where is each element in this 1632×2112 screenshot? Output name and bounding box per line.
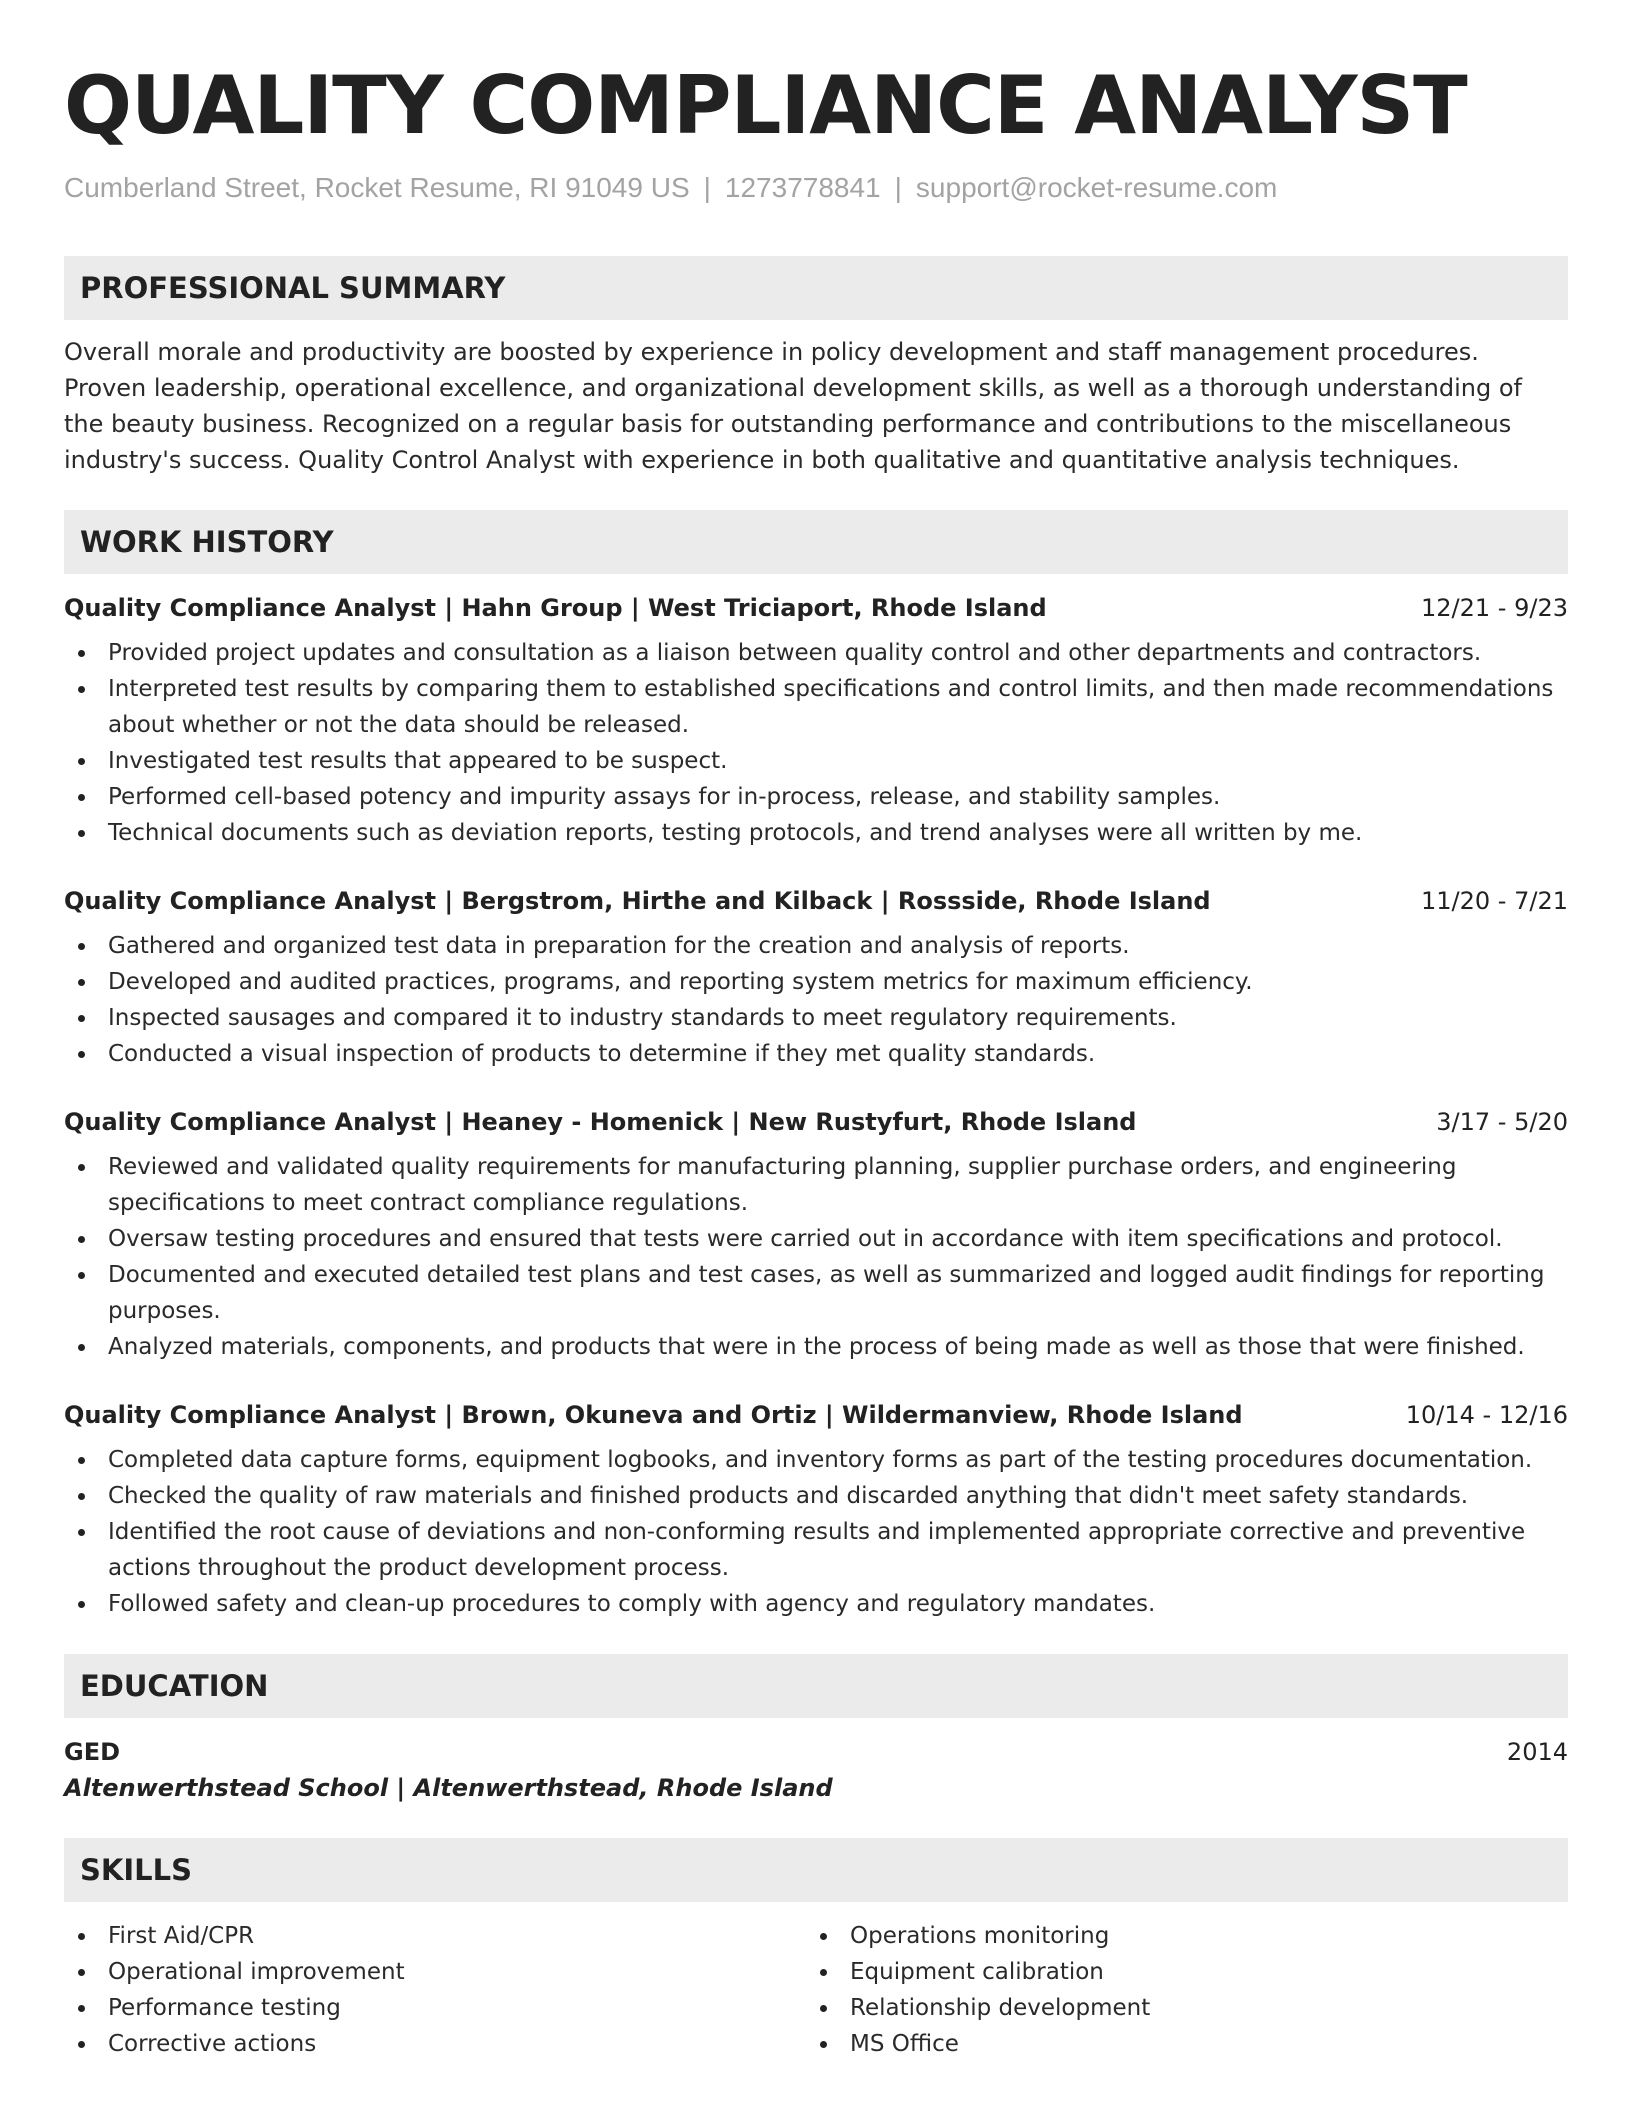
skill-item: [806, 2026, 1548, 2062]
skill-item: [806, 1954, 1548, 1990]
job-bullet: [64, 1257, 1568, 1329]
job-bullet-text: Developed and audited practices, programs, and reporting system metrics for maximum efficiency.: [108, 969, 1253, 995]
bullet-dot-icon: [78, 1457, 85, 1464]
skill-item-text: Operational improvement: [108, 1959, 405, 1985]
job-dates: 3/17 - 5/20: [1436, 1108, 1568, 1136]
bullet-dot-icon: [78, 1015, 85, 1022]
bullet-dot-icon: [820, 2005, 827, 2012]
job-bullet-list: [64, 1442, 1568, 1622]
education-degree: GED: [64, 1738, 121, 1766]
job-entry: [64, 883, 1568, 1072]
bullet-dot-icon: [78, 2041, 85, 2048]
job-bullet: [64, 928, 1568, 964]
bullet-dot-icon: [78, 1236, 85, 1243]
job-bullet: [64, 1586, 1568, 1622]
resume-page: [64, 0, 1568, 2062]
job-bullet-list: [64, 635, 1568, 851]
job-dates: 12/21 - 9/23: [1421, 594, 1568, 622]
bullet-dot-icon: [78, 758, 85, 765]
skill-item: [64, 1918, 806, 1954]
job-title: Quality Compliance Analyst | Hahn Group | West Triciaport, Rhode Island: [64, 594, 1047, 622]
bullet-dot-icon: [78, 1344, 85, 1351]
skill-item: [64, 1990, 806, 2026]
bullet-dot-icon: [820, 2041, 827, 2048]
job-bullet: [64, 1514, 1568, 1586]
job-bullet-text: Analyzed materials, components, and products that were in the process of being made as well as those that were finished.: [108, 1334, 1525, 1360]
job-bullet: [64, 964, 1568, 1000]
skill-item-text: First Aid/CPR: [108, 1923, 255, 1949]
job-bullet: [64, 743, 1568, 779]
education-school: Altenwerthstead School | Altenwerthstead, Rhode Island: [64, 1774, 833, 1802]
job-bullet-list: [64, 928, 1568, 1072]
bullet-dot-icon: [78, 1051, 85, 1058]
job-header: [64, 883, 1568, 919]
education-year: 2014: [1506, 1738, 1568, 1766]
contact-address: Cumberland Street, Rocket Resume, RI 91049 US: [64, 172, 690, 203]
job-bullet-text: Identified the root cause of deviations and non-conforming results and implemented appropriate corrective and preventive actions throughout the product development process.: [108, 1519, 1526, 1581]
job-bullet: [64, 1036, 1568, 1072]
bullet-dot-icon: [78, 2005, 85, 2012]
job-bullet-text: Documented and executed detailed test plans and test cases, as well as summarized and logged audit findings for reporting purposes.: [108, 1262, 1545, 1324]
job-header: [64, 590, 1568, 626]
job-title: Quality Compliance Analyst | Brown, Okuneva and Ortiz | Wildermanview, Rhode Island: [64, 1401, 1243, 1429]
contact-separator: |: [703, 172, 711, 203]
job-title: Quality Compliance Analyst | Bergstrom, Hirthe and Kilback | Rossside, Rhode Island: [64, 887, 1211, 915]
job-bullet: [64, 635, 1568, 671]
section-heading-skills: SKILLS: [64, 1838, 1568, 1902]
skill-item-text: Performance testing: [108, 1995, 341, 2021]
job-bullet-list: [64, 1149, 1568, 1365]
job-bullet-text: Reviewed and validated quality requirements for manufacturing planning, supplier purchase orders, and engineering specifications to meet contract compliance regulations.: [108, 1154, 1457, 1216]
bullet-dot-icon: [78, 1969, 85, 1976]
section-heading-summary: PROFESSIONAL SUMMARY: [64, 256, 1568, 320]
job-bullet-text: Conducted a visual inspection of products to determine if they met quality standards.: [108, 1041, 1096, 1067]
job-bullet: [64, 779, 1568, 815]
job-dates: 10/14 - 12/16: [1405, 1401, 1568, 1429]
job-title: Quality Compliance Analyst | Heaney - Homenick | New Rustyfurt, Rhode Island: [64, 1108, 1137, 1136]
skills-list-left: [64, 1918, 806, 2062]
skill-item-text: Relationship development: [850, 1995, 1151, 2021]
job-bullet-text: Provided project updates and consultation as a liaison between quality control and other departments and contractors.: [108, 640, 1482, 666]
skills-columns: [64, 1918, 1568, 2062]
skill-item: [64, 1954, 806, 1990]
bullet-dot-icon: [78, 650, 85, 657]
job-bullet-text: Interpreted test results by comparing them to established specifications and control limits, and then made recommendations about whether or not the data should be released.: [108, 676, 1554, 738]
skill-item: [806, 1990, 1548, 2026]
bullet-dot-icon: [78, 943, 85, 950]
job-bullet-text: Oversaw testing procedures and ensured that tests were carried out in accordance with item specifications and protocol.: [108, 1226, 1503, 1252]
bullet-dot-icon: [78, 1272, 85, 1279]
job-bullet: [64, 671, 1568, 743]
section-heading-work: WORK HISTORY: [64, 510, 1568, 574]
job-bullet-text: Gathered and organized test data in preparation for the creation and analysis of reports.: [108, 933, 1130, 959]
bullet-dot-icon: [820, 1969, 827, 1976]
contact-separator: |: [894, 172, 902, 203]
job-bullet: [64, 1149, 1568, 1221]
job-bullet: [64, 1329, 1568, 1365]
resume-name: QUALITY COMPLIANCE ANALYST: [64, 59, 1467, 152]
bullet-dot-icon: [78, 686, 85, 693]
job-bullet-text: Investigated test results that appeared to be suspect.: [108, 748, 728, 774]
job-bullet: [64, 815, 1568, 851]
contact-phone: 1273778841: [724, 172, 881, 203]
job-entry: [64, 590, 1568, 851]
job-bullet-text: Performed cell-based potency and impurity assays for in-process, release, and stability samples.: [108, 784, 1221, 810]
job-bullet-text: Inspected sausages and compared it to industry standards to meet regulatory requirements.: [108, 1005, 1177, 1031]
job-dates: 11/20 - 7/21: [1421, 887, 1568, 915]
job-header: [64, 1104, 1568, 1140]
bullet-dot-icon: [78, 1529, 85, 1536]
contact-email: support@rocket-resume.com: [915, 172, 1278, 203]
bullet-dot-icon: [78, 979, 85, 986]
job-bullet: [64, 1442, 1568, 1478]
job-bullet: [64, 1478, 1568, 1514]
skill-item: [64, 2026, 806, 2062]
work-history-list: [64, 590, 1568, 1622]
job-header: [64, 1397, 1568, 1433]
section-heading-education: EDUCATION: [64, 1654, 1568, 1718]
job-bullet-text: Checked the quality of raw materials and finished products and discarded anything that didn't meet safety standards.: [108, 1483, 1469, 1509]
skill-item: [806, 1918, 1548, 1954]
bullet-dot-icon: [820, 1933, 827, 1940]
bullet-dot-icon: [78, 794, 85, 801]
bullet-dot-icon: [78, 1601, 85, 1608]
skill-item-text: Corrective actions: [108, 2031, 317, 2057]
skill-item-text: Operations monitoring: [850, 1923, 1110, 1949]
education-entry: [64, 1734, 1568, 1770]
job-entry: [64, 1104, 1568, 1365]
job-bullet: [64, 1000, 1568, 1036]
job-bullet-text: Technical documents such as deviation reports, testing protocols, and trend analyses were all written by me.: [108, 820, 1363, 846]
skill-item-text: MS Office: [850, 2031, 959, 2057]
skill-item-text: Equipment calibration: [850, 1959, 1104, 1985]
job-entry: [64, 1397, 1568, 1622]
summary-text: Overall morale and productivity are boosted by experience in policy development and staff management procedures. Proven leadership, operational excellence, and organizational development skills, as well as a thorough understanding of the beauty business. Recognized on a regular basis for outstanding performance and contributions to the miscellaneous industry's success. Quality Control Analyst with experience in both qualitative and quantitative analysis techniques.: [64, 338, 1522, 474]
job-bullet-text: Completed data capture forms, equipment logbooks, and inventory forms as part of the testing procedures documentation.: [108, 1447, 1533, 1473]
job-bullet-text: Followed safety and clean-up procedures to comply with agency and regulatory mandates.: [108, 1591, 1156, 1617]
bullet-dot-icon: [78, 830, 85, 837]
bullet-dot-icon: [78, 1164, 85, 1171]
bullet-dot-icon: [78, 1933, 85, 1940]
bullet-dot-icon: [78, 1493, 85, 1500]
contact-line: [64, 170, 1568, 206]
skills-list-right: [806, 1918, 1548, 2062]
job-bullet: [64, 1221, 1568, 1257]
